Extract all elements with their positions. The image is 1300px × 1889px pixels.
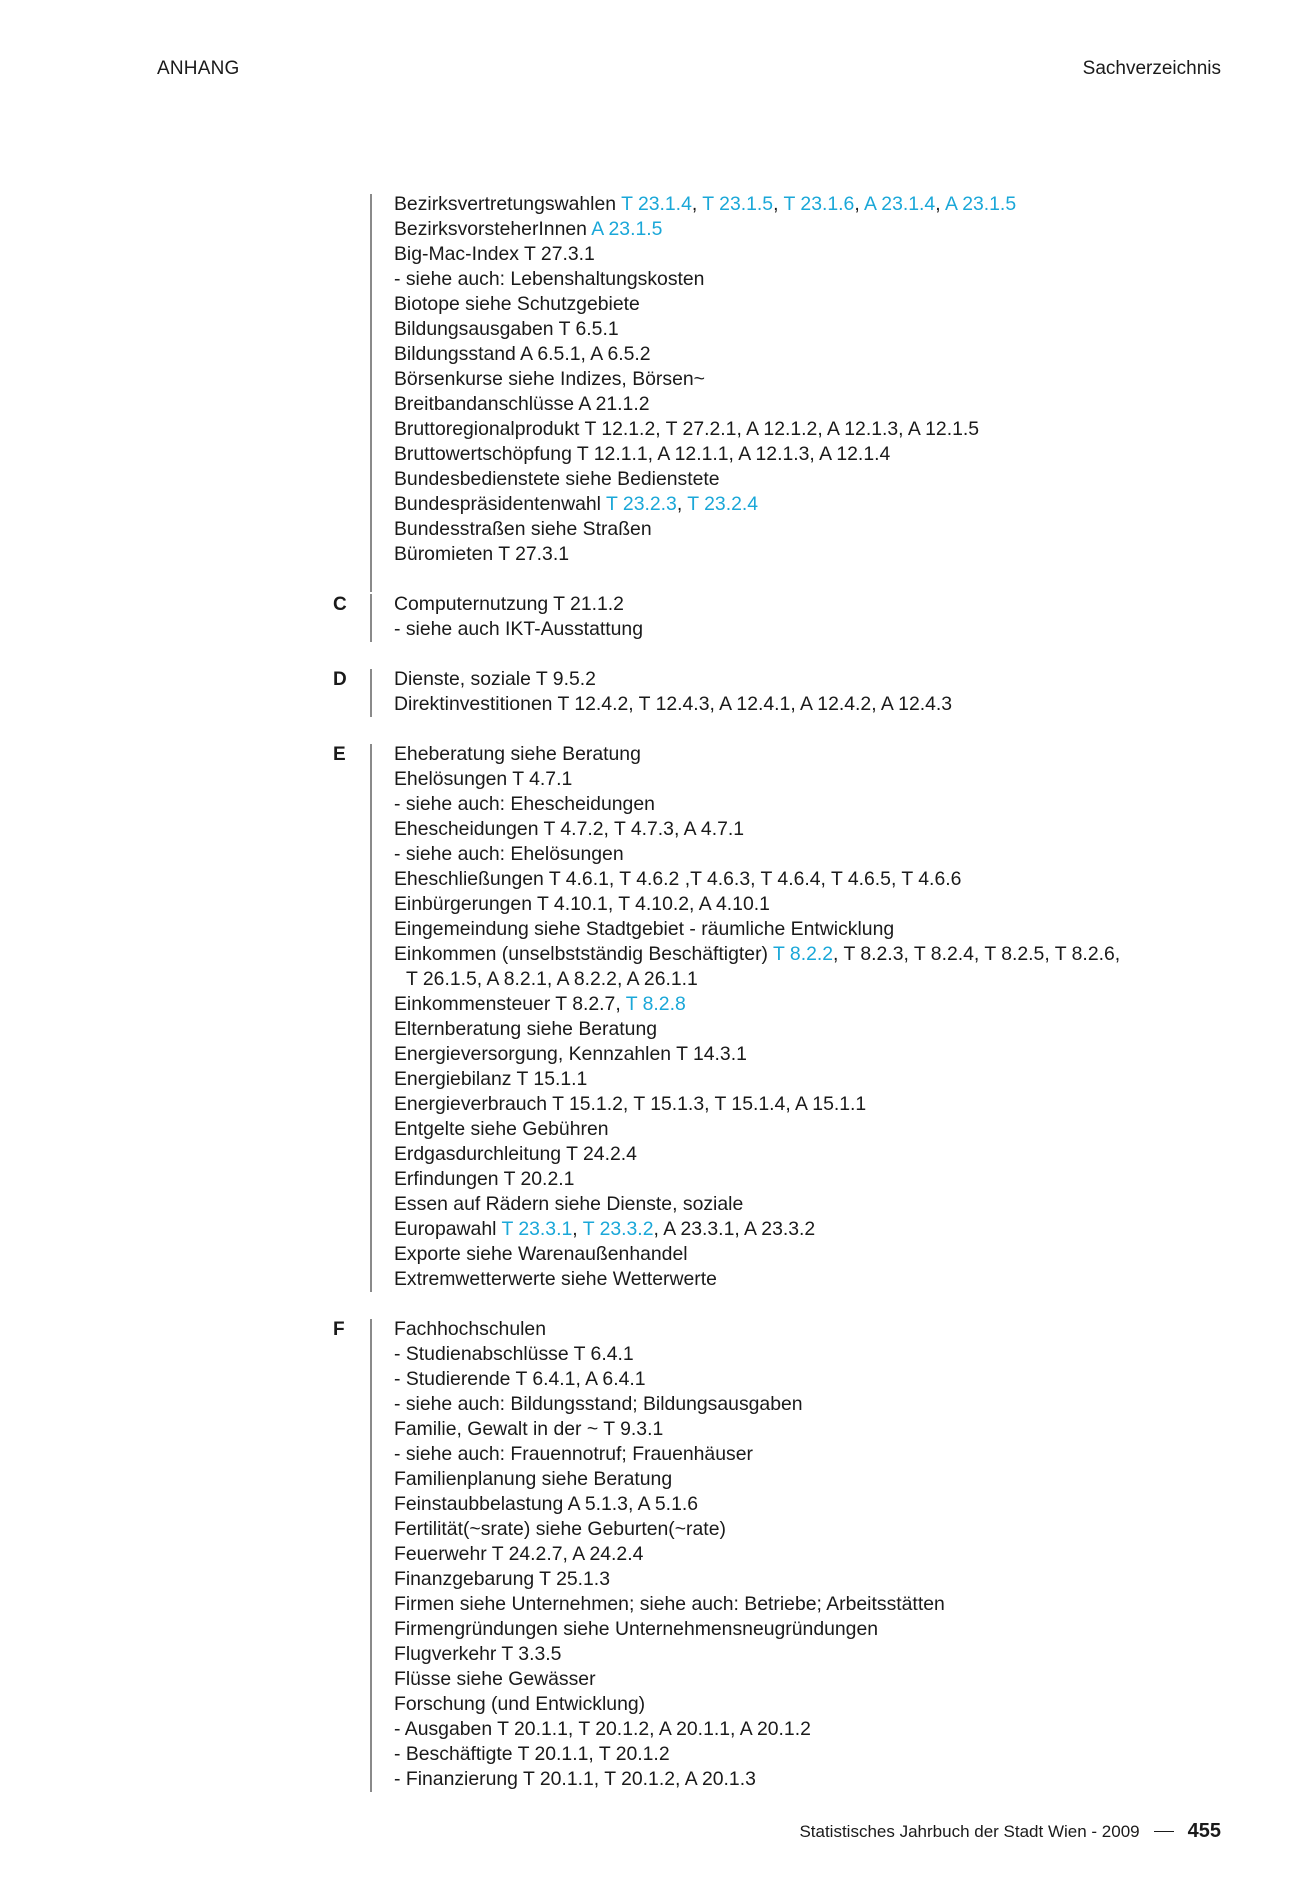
index-section	[0, 192, 1300, 567]
index-entry	[394, 1592, 1300, 1617]
page-footer	[799, 1820, 1221, 1843]
entry-text: Bildungsstand A 6.5.1, A 6.5.2	[394, 343, 651, 365]
entry-text: Feuerwehr T 24.2.7, A 24.2.4	[394, 1543, 644, 1565]
entry-text: - Studierende T 6.4.1, A 6.4.1	[394, 1368, 646, 1390]
index-entry	[394, 442, 1300, 467]
index-entry	[394, 1742, 1300, 1767]
section-letter: C	[333, 594, 347, 615]
index-entry	[394, 1542, 1300, 1567]
entry-text: ,	[773, 193, 784, 215]
entry-text: Entgelte siehe Gebühren	[394, 1118, 609, 1140]
entry-text: Breitbandanschlüsse A 21.1.2	[394, 393, 650, 415]
entry-text: - siehe auch: Ehelösungen	[394, 843, 624, 865]
index-entry	[394, 1017, 1300, 1042]
index-entry	[394, 1567, 1300, 1592]
index-entry	[394, 1492, 1300, 1517]
entry-text: Energiebilanz T 15.1.1	[394, 1068, 588, 1090]
entry-text: Erfindungen T 20.2.1	[394, 1168, 575, 1190]
index-entry	[394, 767, 1300, 792]
footer-dash	[1154, 1831, 1174, 1832]
entry-text: Bezirksvertretungswahlen	[394, 193, 622, 215]
index-entry	[394, 742, 1300, 767]
entry-text: Ehelösungen T 4.7.1	[394, 768, 573, 790]
index-entry	[394, 367, 1300, 392]
index-entry	[394, 1417, 1300, 1442]
index-entry	[394, 1342, 1300, 1367]
index-entry	[394, 492, 1300, 517]
index-entry	[394, 692, 1300, 717]
section-rule	[370, 594, 372, 642]
index-entry	[394, 1392, 1300, 1417]
table-reference-link[interactable]: T 8.2.8	[625, 993, 686, 1015]
table-reference-link[interactable]: T 23.3.1	[501, 1218, 573, 1240]
entry-text: Einkommen (unselbstständig Beschäftigter)	[394, 943, 774, 965]
index-entry	[394, 942, 1300, 967]
entry-text: T 26.1.5, A 8.2.1, A 8.2.2, A 26.1.1	[406, 968, 698, 990]
index-entry	[394, 1617, 1300, 1642]
entry-text: Einbürgerungen T 4.10.1, T 4.10.2, A 4.10.1	[394, 893, 770, 915]
table-reference-link[interactable]: T 8.2.2	[773, 943, 834, 965]
index-entry	[394, 1692, 1300, 1717]
entry-list	[394, 1317, 1300, 1792]
entry-text: Einkommensteuer T 8.2.7,	[394, 993, 626, 1015]
entry-text: Computernutzung T 21.1.2	[394, 593, 624, 615]
table-reference-link[interactable]: A 23.1.5	[944, 193, 1017, 215]
table-reference-link[interactable]: T 23.2.3	[606, 493, 677, 515]
entry-text: Feinstaubbelastung A 5.1.3, A 5.1.6	[394, 1493, 699, 1515]
entry-text: - Finanzierung T 20.1.1, T 20.1.2, A 20.1.3	[394, 1768, 756, 1790]
index-entry	[394, 792, 1300, 817]
entry-text: Direktinvestitionen T 12.4.2, T 12.4.3, A 12.4.1, A 12.4.2, A 12.4.3	[394, 693, 953, 715]
entry-text: Energieverbrauch T 15.1.2, T 15.1.3, T 15.1.4, A 15.1.1	[394, 1093, 867, 1115]
index-entry	[394, 417, 1300, 442]
index-section	[0, 592, 1300, 642]
entry-text: , A 23.3.1, A 23.3.2	[653, 1218, 816, 1240]
running-header-title: Sachverzeichnis	[1082, 58, 1221, 79]
entry-text: - Ausgaben T 20.1.1, T 20.1.2, A 20.1.1, A 20.1.2	[394, 1718, 811, 1740]
entry-text: Forschung (und Entwicklung)	[394, 1693, 646, 1715]
entry-text: ,	[691, 193, 703, 215]
index-entry	[394, 1117, 1300, 1142]
index-entry	[394, 1442, 1300, 1467]
entry-text: Dienste, soziale T 9.5.2	[394, 668, 596, 690]
entry-text: - siehe auch: Ehescheidungen	[394, 793, 655, 815]
index-entry	[394, 292, 1300, 317]
index-entry	[394, 1367, 1300, 1392]
entry-text: Essen auf Rädern siehe Dienste, soziale	[394, 1193, 744, 1215]
index-entry	[394, 992, 1300, 1017]
entry-text: Flüsse siehe Gewässer	[394, 1668, 596, 1690]
index-entry	[394, 1267, 1300, 1292]
footer-publication: Statistisches Jahrbuch der Stadt Wien - 2009	[799, 1822, 1140, 1841]
index-entry	[394, 592, 1300, 617]
entry-text: - siehe auch: Lebenshaltungskosten	[394, 268, 705, 290]
entry-text: Firmen siehe Unternehmen; siehe auch: Betriebe; Arbeitsstätten	[394, 1593, 945, 1615]
index-entry	[394, 192, 1300, 217]
entry-text: Finanzgebarung T 25.1.3	[394, 1568, 610, 1590]
index-entry	[394, 917, 1300, 942]
entry-text: Börsenkurse siehe Indizes, Börsen~	[394, 368, 705, 390]
index-section	[0, 667, 1300, 717]
entry-list	[394, 667, 1300, 717]
entry-text: , T 8.2.3, T 8.2.4, T 8.2.5, T 8.2.6,	[833, 943, 1121, 965]
index-entry	[394, 817, 1300, 842]
section-rule	[370, 744, 372, 1292]
entry-text: Biotope siehe Schutzgebiete	[394, 293, 640, 315]
index-entry	[394, 1092, 1300, 1117]
section-rule	[370, 1319, 372, 1792]
index-entry	[394, 1517, 1300, 1542]
table-reference-link[interactable]: T 23.1.5	[702, 193, 774, 215]
entry-text: Ehescheidungen T 4.7.2, T 4.7.3, A 4.7.1	[394, 818, 745, 840]
entry-text: BezirksvorsteherInnen	[394, 218, 592, 240]
index-entry	[394, 1067, 1300, 1092]
entry-text: Erdgasdurchleitung T 24.2.4	[394, 1143, 637, 1165]
entry-text: ,	[572, 1218, 583, 1240]
index-entry	[394, 1217, 1300, 1242]
table-reference-link[interactable]: A 23.1.4	[864, 193, 936, 215]
table-reference-link[interactable]: T 23.3.2	[582, 1218, 654, 1240]
entry-text: Energieversorgung, Kennzahlen T 14.3.1	[394, 1043, 747, 1065]
index-entry	[394, 617, 1300, 642]
index-entry	[394, 892, 1300, 917]
index-entry	[394, 842, 1300, 867]
entry-text: - Studienabschlüsse T 6.4.1	[394, 1343, 634, 1365]
index-entry	[394, 342, 1300, 367]
index-entry	[394, 1667, 1300, 1692]
table-reference-link[interactable]: T 23.2.4	[687, 493, 759, 515]
entry-text: - siehe auch: Frauennotruf; Frauenhäuser	[394, 1443, 753, 1465]
entry-text: Fachhochschulen	[394, 1318, 546, 1340]
index-entry	[394, 542, 1300, 567]
entry-text: Elternberatung siehe Beratung	[394, 1018, 658, 1040]
page-number: 455	[1187, 1820, 1221, 1842]
section-letter: F	[333, 1319, 345, 1340]
index-entry	[394, 517, 1300, 542]
entry-text: Fertilität(~srate) siehe Geburten(~rate)	[394, 1518, 726, 1540]
table-reference-link[interactable]: T 23.1.6	[783, 193, 855, 215]
entry-text: ,	[854, 193, 865, 215]
index-entry	[394, 267, 1300, 292]
section-rule	[370, 194, 372, 592]
section-rule	[370, 669, 372, 717]
entry-text: Europawahl	[394, 1218, 502, 1240]
entry-text: - siehe auch: Bildungsstand; Bildungsausgaben	[394, 1393, 803, 1415]
table-reference-link[interactable]: T 23.1.4	[621, 193, 692, 215]
index-entry	[394, 317, 1300, 342]
index-entry	[394, 1317, 1300, 1342]
entry-text: Bundesstraßen siehe Straßen	[394, 518, 652, 540]
entry-text: - siehe auch IKT-Ausstattung	[394, 618, 643, 640]
index-entry	[394, 242, 1300, 267]
entry-list	[394, 742, 1300, 1292]
table-reference-link[interactable]: A 23.1.5	[591, 218, 663, 240]
index-entry	[394, 1467, 1300, 1492]
index-section	[0, 1317, 1300, 1792]
index-entry	[394, 1717, 1300, 1742]
index-entry	[394, 1167, 1300, 1192]
entry-text: Bildungsausgaben T 6.5.1	[394, 318, 619, 340]
index-entry	[394, 1642, 1300, 1667]
entry-list	[394, 592, 1300, 642]
subject-index	[0, 192, 1300, 1817]
entry-text: Eingemeindung siehe Stadtgebiet - räumliche Entwicklung	[394, 918, 895, 940]
index-entry	[394, 967, 1300, 992]
entry-text: Eheberatung siehe Beratung	[394, 743, 641, 765]
entry-text: Familienplanung siehe Beratung	[394, 1468, 673, 1490]
index-entry	[394, 467, 1300, 492]
entry-text: Flugverkehr T 3.3.5	[394, 1643, 562, 1665]
entry-text: Bruttowertschöpfung T 12.1.1, A 12.1.1, A 12.1.3, A 12.1.4	[394, 443, 891, 465]
entry-text: Familie, Gewalt in der ~ T 9.3.1	[394, 1418, 664, 1440]
index-entry	[394, 667, 1300, 692]
entry-text: Bundespräsidentenwahl	[394, 493, 607, 515]
entry-text: Firmengründungen siehe Unternehmensneugründungen	[394, 1618, 879, 1640]
index-entry	[394, 1767, 1300, 1792]
entry-text: - Beschäftigte T 20.1.1, T 20.1.2	[394, 1743, 670, 1765]
entry-text: Eheschließungen T 4.6.1, T 4.6.2 ,T 4.6.3, T 4.6.4, T 4.6.5, T 4.6.6	[394, 868, 962, 890]
entry-text: ,	[935, 193, 945, 215]
entry-list	[394, 192, 1300, 567]
index-entry	[394, 1242, 1300, 1267]
section-letter: D	[333, 669, 347, 690]
index-entry	[394, 217, 1300, 242]
entry-text: Extremwetterwerte siehe Wetterwerte	[394, 1268, 717, 1290]
index-entry	[394, 392, 1300, 417]
section-letter: E	[333, 744, 346, 765]
index-entry	[394, 867, 1300, 892]
index-entry	[394, 1192, 1300, 1217]
running-header-section: ANHANG	[157, 58, 240, 79]
entry-text: Bundesbedienstete siehe Bedienstete	[394, 468, 720, 490]
index-entry	[394, 1142, 1300, 1167]
index-section	[0, 742, 1300, 1292]
entry-text: Büromieten T 27.3.1	[394, 543, 569, 565]
entry-text: Bruttoregionalprodukt T 12.1.2, T 27.2.1, A 12.1.2, A 12.1.3, A 12.1.5	[394, 418, 980, 440]
entry-text: Exporte siehe Warenaußenhandel	[394, 1243, 688, 1265]
index-entry	[394, 1042, 1300, 1067]
entry-text: Big-Mac-Index T 27.3.1	[394, 243, 595, 265]
entry-text: ,	[676, 493, 688, 515]
